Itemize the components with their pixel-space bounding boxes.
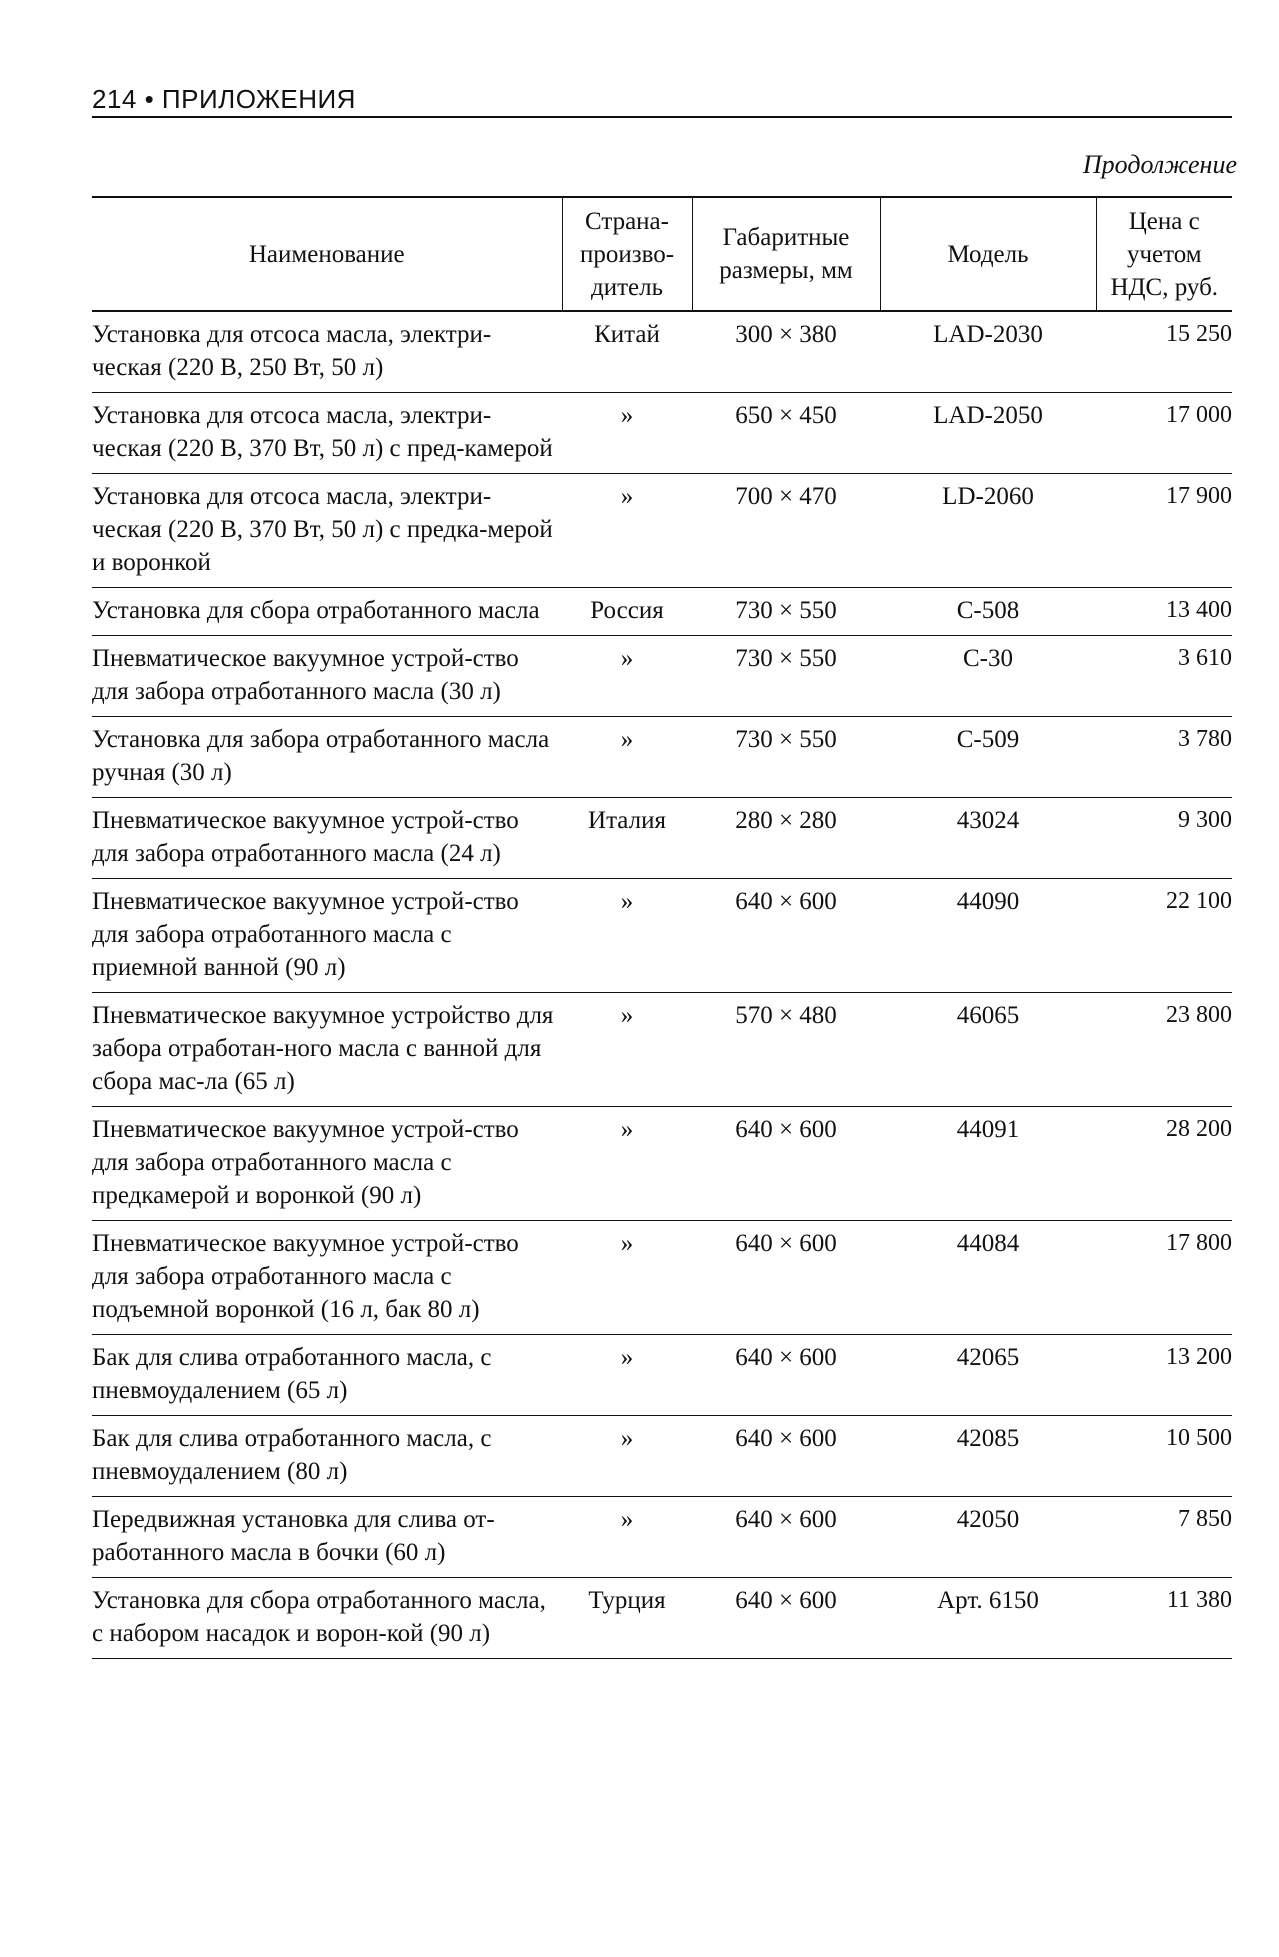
table-row [92,311,1232,393]
name-cell: Пневматическое вакуумное устрой-ство для забора отработанного масла с предкамерой и воронкой (90 л) [92,1107,562,1221]
price-cell: 17 800 [1096,1221,1232,1335]
model-cell: С-509 [880,717,1096,798]
table-row [92,1416,1232,1497]
country-cell: » [562,879,692,993]
size-cell: 640 × 600 [692,1578,880,1659]
name-cell: Пневматическое вакуумное устрой-ство для забора отработанного масла (24 л) [92,798,562,879]
name-cell: Установка для сбора отработанного масла, с набором насадок и ворон-кой (90 л) [92,1578,562,1659]
name-cell: Пневматическое вакуумное устрой-ство для забора отработанного масла с приемной ванной (90 л) [92,879,562,993]
model-cell: 42050 [880,1497,1096,1578]
table-row [92,1221,1232,1335]
model-cell: С-508 [880,588,1096,636]
size-cell: 640 × 600 [692,1107,880,1221]
country-cell: Турция [562,1578,692,1659]
price-table [92,196,1232,1659]
name-cell: Установка для сбора отработанного масла [92,588,562,636]
model-cell: 42065 [880,1335,1096,1416]
header-name: Наименование [92,197,562,311]
country-cell: Россия [562,588,692,636]
price-cell: 7 850 [1096,1497,1232,1578]
country-cell: » [562,393,692,474]
table-row [92,879,1232,993]
price-cell: 17 900 [1096,474,1232,588]
table-row [92,798,1232,879]
price-cell: 17 000 [1096,393,1232,474]
table-row [92,474,1232,588]
price-cell: 9 300 [1096,798,1232,879]
name-cell: Пневматическое вакуумное устройство для забора отработан-ного масла с ванной для сбора мас-ла (65 л) [92,993,562,1107]
table-header-row [92,197,1232,311]
country-cell: » [562,1335,692,1416]
country-cell: Италия [562,798,692,879]
model-cell: 44090 [880,879,1096,993]
continued-label: Продолжение [1082,150,1237,179]
name-cell: Бак для слива отработанного масла, с пневмоудалением (65 л) [92,1335,562,1416]
price-cell: 11 380 [1096,1578,1232,1659]
table-row [92,717,1232,798]
size-cell: 280 × 280 [692,798,880,879]
country-cell: » [562,1107,692,1221]
table-body [92,311,1232,1659]
name-cell: Установка для забора отработанного масла ручная (30 л) [92,717,562,798]
header-model: Модель [880,197,1096,311]
country-cell: » [562,717,692,798]
model-cell: 46065 [880,993,1096,1107]
running-head: 214 • ПРИЛОЖЕНИЯ [92,84,356,114]
country-cell: » [562,1416,692,1497]
name-cell: Передвижная установка для слива от-работанного масла в бочки (60 л) [92,1497,562,1578]
price-cell: 3 780 [1096,717,1232,798]
size-cell: 640 × 600 [692,1335,880,1416]
country-cell: Китай [562,311,692,393]
model-cell: 43024 [880,798,1096,879]
size-cell: 640 × 600 [692,1497,880,1578]
size-cell: 730 × 550 [692,588,880,636]
model-cell: 44084 [880,1221,1096,1335]
header-size: Габаритные размеры, мм [692,197,880,311]
price-cell: 22 100 [1096,879,1232,993]
name-cell: Установка для отсоса масла, электри-ческая (220 В, 370 Вт, 50 л) с предка-мерой и воронкой [92,474,562,588]
name-cell: Установка для отсоса масла, электри-ческая (220 В, 370 Вт, 50 л) с пред-камерой [92,393,562,474]
price-cell: 28 200 [1096,1107,1232,1221]
price-cell: 13 200 [1096,1335,1232,1416]
price-cell: 23 800 [1096,993,1232,1107]
size-cell: 570 × 480 [692,993,880,1107]
table-row [92,1335,1232,1416]
price-cell: 10 500 [1096,1416,1232,1497]
name-cell: Установка для отсоса масла, электри-ческая (220 В, 250 Вт, 50 л) [92,311,562,393]
model-cell: LAD-2030 [880,311,1096,393]
size-cell: 650 × 450 [692,393,880,474]
size-cell: 700 × 470 [692,474,880,588]
table-row [92,393,1232,474]
name-cell: Бак для слива отработанного масла, с пневмоудалением (80 л) [92,1416,562,1497]
country-cell: » [562,636,692,717]
model-cell: Арт. 6150 [880,1578,1096,1659]
table-row [92,993,1232,1107]
size-cell: 730 × 550 [692,636,880,717]
price-cell: 13 400 [1096,588,1232,636]
name-cell: Пневматическое вакуумное устрой-ство для забора отработанного масла (30 л) [92,636,562,717]
header-price: Цена с учетом НДС, руб. [1096,197,1232,311]
size-cell: 730 × 550 [692,717,880,798]
size-cell: 640 × 600 [692,879,880,993]
header-country: Страна-произво-дитель [562,197,692,311]
model-cell: 42085 [880,1416,1096,1497]
price-cell: 15 250 [1096,311,1232,393]
table-row [92,1578,1232,1659]
model-cell: LAD-2050 [880,393,1096,474]
size-cell: 300 × 380 [692,311,880,393]
size-cell: 640 × 600 [692,1221,880,1335]
header-rule [92,116,1232,118]
table-row [92,1107,1232,1221]
country-cell: » [562,474,692,588]
size-cell: 640 × 600 [692,1416,880,1497]
price-cell: 3 610 [1096,636,1232,717]
country-cell: » [562,1221,692,1335]
table-row [92,636,1232,717]
model-cell: С-30 [880,636,1096,717]
name-cell: Пневматическое вакуумное устрой-ство для забора отработанного масла с подъемной воронкой (16 л, бак 80 л) [92,1221,562,1335]
model-cell: LD-2060 [880,474,1096,588]
table-row [92,588,1232,636]
country-cell: » [562,1497,692,1578]
table-row [92,1497,1232,1578]
model-cell: 44091 [880,1107,1096,1221]
country-cell: » [562,993,692,1107]
